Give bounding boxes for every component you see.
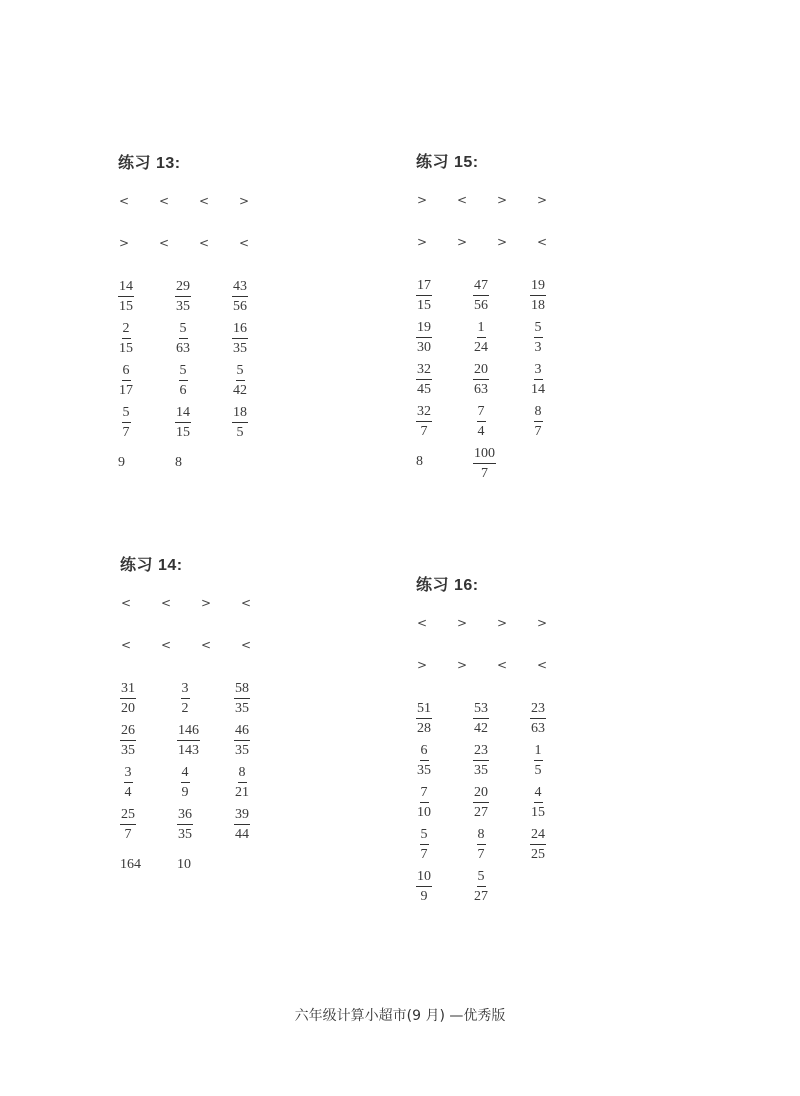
answer-fraction — [530, 742, 546, 779]
fraction-numerator: 5 — [236, 362, 245, 381]
fraction-denominator: 7 — [420, 847, 428, 862]
answer-row — [416, 742, 606, 784]
answer-fraction — [120, 806, 136, 843]
comparison-symbol: > — [497, 193, 508, 207]
fraction-denominator: 63 — [531, 721, 545, 736]
comparison-symbol: < — [239, 236, 250, 250]
answer-cell — [416, 319, 473, 356]
fraction-numerator: 4 — [534, 784, 543, 803]
fraction-denominator: 30 — [417, 340, 431, 355]
answer-cell — [234, 764, 291, 801]
answer-fraction — [473, 277, 489, 314]
answer-cell — [530, 784, 587, 821]
answer-fraction — [416, 826, 432, 863]
answer-cell — [416, 445, 473, 470]
answer-cell — [416, 277, 473, 314]
answer-fraction — [416, 784, 432, 821]
answer-row — [416, 826, 606, 868]
answer-cell — [416, 742, 473, 779]
fraction-numerator: 6 — [420, 742, 429, 761]
answer-cell — [530, 700, 587, 737]
comparison-symbol: > — [537, 616, 548, 630]
comparison-symbol: > — [119, 236, 130, 250]
fraction-denominator: 9 — [181, 785, 189, 800]
fraction-numerator: 8 — [534, 403, 543, 422]
answer-fraction — [473, 742, 489, 779]
fraction-numerator: 3 — [124, 764, 133, 783]
fraction-numerator: 146 — [177, 722, 200, 741]
exercise-13 — [118, 150, 308, 488]
answer-cell — [530, 277, 587, 314]
fraction-denominator: 35 — [474, 763, 488, 778]
fraction-numerator: 23 — [530, 700, 546, 719]
comparison-symbol: > — [497, 616, 508, 630]
answer-cell — [416, 868, 473, 905]
answer-cell — [175, 362, 232, 399]
comparison-symbol: > — [457, 658, 468, 672]
fraction-numerator: 14 — [175, 404, 191, 423]
comparison-row — [118, 236, 308, 278]
answer-fraction — [232, 320, 248, 357]
answer-row — [120, 722, 310, 764]
fraction-numerator: 14 — [118, 278, 134, 297]
answer-fraction — [473, 361, 489, 398]
fraction-denominator: 7 — [477, 847, 485, 862]
answer-fraction — [416, 403, 432, 440]
fraction-numerator: 20 — [473, 361, 489, 380]
answer-fraction — [530, 277, 546, 314]
answer-fraction — [473, 868, 489, 905]
fraction-numerator: 26 — [120, 722, 136, 741]
fraction-numerator: 3 — [534, 361, 543, 380]
fraction-numerator: 39 — [234, 806, 250, 825]
fraction-numerator: 5 — [477, 868, 486, 887]
fraction-denominator: 18 — [531, 298, 545, 313]
answer-fraction — [120, 680, 136, 717]
fraction-denominator: 10 — [417, 805, 431, 820]
comparison-row — [416, 235, 606, 277]
answer-fraction — [416, 868, 432, 905]
fraction-numerator: 19 — [416, 319, 432, 338]
fraction-denominator: 35 — [178, 827, 192, 842]
answer-cell — [118, 362, 175, 399]
fraction-numerator: 29 — [175, 278, 191, 297]
answer-row — [416, 868, 606, 910]
comparison-symbol: > — [417, 658, 428, 672]
fraction-denominator: 45 — [417, 382, 431, 397]
comparison-symbol: > — [537, 193, 548, 207]
answer-cell — [416, 700, 473, 737]
exercise-16 — [416, 572, 606, 910]
answer-row — [416, 445, 606, 487]
fraction-numerator: 1 — [477, 319, 486, 338]
fraction-denominator: 25 — [531, 847, 545, 862]
fraction-numerator: 25 — [120, 806, 136, 825]
fraction-denominator: 15 — [119, 299, 133, 314]
answer-row — [416, 361, 606, 403]
exercise-title: 练习 14: — [120, 557, 183, 574]
answer-row — [120, 806, 310, 848]
fraction-numerator: 5 — [179, 362, 188, 381]
answer-integer: 164 — [120, 857, 141, 872]
fraction-denominator: 63 — [176, 341, 190, 356]
answer-row — [416, 700, 606, 742]
fraction-denominator: 5 — [534, 763, 542, 778]
answer-cell — [120, 764, 177, 801]
answer-fraction — [416, 319, 432, 356]
exercise-title: 练习 16: — [416, 577, 479, 594]
fraction-denominator: 15 — [531, 805, 545, 820]
fraction-numerator: 7 — [477, 403, 486, 422]
fraction-denominator: 7 — [124, 827, 132, 842]
comparison-symbol: > — [239, 194, 250, 208]
fraction-denominator: 35 — [233, 341, 247, 356]
answer-fraction — [530, 319, 546, 356]
answer-fraction — [118, 404, 134, 441]
fraction-numerator: 58 — [234, 680, 250, 699]
answer-integer: 8 — [175, 455, 182, 470]
answer-fraction — [234, 806, 250, 843]
comparison-symbol: > — [457, 235, 468, 249]
fraction-numerator: 51 — [416, 700, 432, 719]
fraction-denominator: 5 — [236, 425, 244, 440]
answer-row — [118, 404, 308, 446]
fraction-numerator: 23 — [473, 742, 489, 761]
fraction-numerator: 8 — [238, 764, 247, 783]
answer-cell — [118, 278, 175, 315]
answer-fraction — [232, 278, 248, 315]
answer-row — [120, 848, 310, 890]
answer-cell — [175, 320, 232, 357]
comparison-symbol: > — [417, 193, 428, 207]
fraction-numerator: 3 — [181, 680, 190, 699]
fraction-numerator: 6 — [122, 362, 131, 381]
comparison-symbol: < — [159, 236, 170, 250]
exercise-14 — [120, 552, 310, 890]
comparison-row — [120, 596, 310, 638]
answer-fraction — [416, 700, 432, 737]
answer-fraction — [530, 361, 546, 398]
fraction-numerator: 2 — [122, 320, 131, 339]
answer-fraction — [177, 764, 193, 801]
fraction-denominator: 7 — [534, 424, 542, 439]
answer-row — [416, 319, 606, 361]
answer-fraction — [175, 404, 191, 441]
fraction-numerator: 5 — [534, 319, 543, 338]
fraction-denominator: 15 — [417, 298, 431, 313]
fraction-numerator: 20 — [473, 784, 489, 803]
answer-row — [120, 680, 310, 722]
answer-row — [118, 278, 308, 320]
comparison-symbol: > — [497, 235, 508, 249]
fraction-denominator: 27 — [474, 889, 488, 904]
fraction-denominator: 35 — [235, 701, 249, 716]
answer-fraction — [473, 319, 489, 356]
fraction-denominator: 42 — [474, 721, 488, 736]
fraction-numerator: 5 — [420, 826, 429, 845]
fraction-denominator: 35 — [121, 743, 135, 758]
answer-fraction — [473, 403, 489, 440]
fraction-denominator: 56 — [233, 299, 247, 314]
fraction-denominator: 24 — [474, 340, 488, 355]
comparison-symbol: < — [537, 658, 548, 672]
fraction-numerator: 10 — [416, 868, 432, 887]
comparison-symbol: < — [161, 638, 172, 652]
answer-cell — [175, 446, 232, 471]
fraction-denominator: 28 — [417, 721, 431, 736]
answer-cell — [232, 278, 289, 315]
answer-fraction — [473, 826, 489, 863]
page-footer: 六年级计算小超市(9 月) —优秀版 — [294, 1008, 506, 1024]
comparison-symbol: < — [199, 194, 210, 208]
answer-fraction — [416, 742, 432, 779]
answer-fraction — [175, 362, 191, 399]
answer-cell — [177, 680, 234, 717]
comparison-symbol: < — [241, 638, 252, 652]
answer-fraction — [530, 700, 546, 737]
answer-cell — [175, 404, 232, 441]
comparison-symbol: > — [201, 596, 212, 610]
answer-cell — [416, 784, 473, 821]
exercise-title: 练习 15: — [416, 154, 479, 171]
answer-fraction — [175, 320, 191, 357]
fraction-denominator: 44 — [235, 827, 249, 842]
answer-cell — [530, 403, 587, 440]
answer-cell — [473, 742, 530, 779]
answer-cell — [234, 680, 291, 717]
answer-cell — [473, 868, 530, 905]
answer-cell — [530, 319, 587, 356]
comparison-symbol: < — [497, 658, 508, 672]
fraction-denominator: 27 — [474, 805, 488, 820]
fraction-numerator: 31 — [120, 680, 136, 699]
comparison-symbol: < — [121, 638, 132, 652]
answer-fraction — [118, 362, 134, 399]
comparison-row — [416, 193, 606, 235]
fraction-denominator: 35 — [176, 299, 190, 314]
answer-cell — [530, 742, 587, 779]
fraction-denominator: 7 — [122, 425, 130, 440]
answer-fraction — [530, 403, 546, 440]
answer-cell — [177, 806, 234, 843]
answer-cell — [232, 362, 289, 399]
fraction-numerator: 4 — [181, 764, 190, 783]
fraction-denominator: 3 — [534, 340, 542, 355]
comparison-symbol: > — [417, 235, 428, 249]
fraction-numerator: 100 — [473, 445, 496, 464]
answer-fraction — [530, 826, 546, 863]
fraction-denominator: 15 — [176, 425, 190, 440]
answer-fraction — [416, 361, 432, 398]
comparison-symbol: < — [161, 596, 172, 610]
comparison-symbol: < — [537, 235, 548, 249]
fraction-numerator: 46 — [234, 722, 250, 741]
fraction-denominator: 35 — [417, 763, 431, 778]
fraction-denominator: 20 — [121, 701, 135, 716]
fraction-denominator: 14 — [531, 382, 545, 397]
answer-cell — [118, 446, 175, 471]
fraction-numerator: 36 — [177, 806, 193, 825]
fraction-numerator: 24 — [530, 826, 546, 845]
fraction-denominator: 7 — [481, 466, 488, 481]
fraction-denominator: 15 — [119, 341, 133, 356]
answer-fraction — [530, 784, 546, 821]
fraction-denominator: 6 — [179, 383, 187, 398]
answer-row — [118, 320, 308, 362]
fraction-numerator: 18 — [232, 404, 248, 423]
answer-cell — [530, 361, 587, 398]
fraction-denominator: 7 — [420, 424, 428, 439]
fraction-denominator: 21 — [235, 785, 249, 800]
exercise-title: 练习 13: — [118, 155, 181, 172]
fraction-numerator: 16 — [232, 320, 248, 339]
answer-cell — [416, 826, 473, 863]
answer-cell — [232, 320, 289, 357]
answer-fraction — [177, 806, 193, 843]
answer-cell — [118, 320, 175, 357]
comparison-symbol: < — [159, 194, 170, 208]
fraction-denominator: 2 — [181, 701, 189, 716]
answer-fraction — [234, 722, 250, 759]
comparison-row — [120, 638, 310, 680]
answer-fraction — [473, 445, 496, 482]
answer-row — [416, 784, 606, 826]
answer-cell — [530, 826, 587, 863]
fraction-numerator: 8 — [477, 826, 486, 845]
fraction-denominator: 4 — [124, 785, 132, 800]
answer-cell — [473, 277, 530, 314]
answer-fraction — [177, 722, 200, 759]
answer-fraction — [175, 278, 191, 315]
answer-cell — [234, 806, 291, 843]
fraction-denominator: 35 — [235, 743, 249, 758]
answer-fraction — [234, 680, 250, 717]
comparison-symbol: < — [199, 236, 210, 250]
answer-fraction — [234, 764, 250, 801]
answer-fraction — [473, 700, 489, 737]
answer-cell — [473, 445, 530, 482]
fraction-denominator: 143 — [178, 743, 199, 758]
exercise-15 — [416, 149, 606, 487]
fraction-numerator: 32 — [416, 403, 432, 422]
answer-row — [120, 764, 310, 806]
answer-cell — [120, 806, 177, 843]
answer-cell — [473, 319, 530, 356]
answer-fraction — [120, 764, 136, 801]
comparison-symbol: < — [417, 616, 428, 630]
answer-cell — [232, 404, 289, 441]
answer-fraction — [118, 320, 134, 357]
comparison-row — [416, 658, 606, 700]
answer-fraction — [473, 784, 489, 821]
fraction-numerator: 53 — [473, 700, 489, 719]
fraction-numerator: 5 — [122, 404, 131, 423]
answer-cell — [175, 278, 232, 315]
answer-cell — [177, 764, 234, 801]
answer-row — [416, 277, 606, 319]
answer-cell — [473, 403, 530, 440]
fraction-numerator: 1 — [534, 742, 543, 761]
comparison-symbol: < — [457, 193, 468, 207]
comparison-symbol: > — [457, 616, 468, 630]
fraction-denominator: 63 — [474, 382, 488, 397]
comparison-row — [118, 194, 308, 236]
comparison-symbol: < — [201, 638, 212, 652]
fraction-numerator: 7 — [420, 784, 429, 803]
answer-cell — [120, 680, 177, 717]
answer-fraction — [232, 362, 248, 399]
answer-row — [416, 403, 606, 445]
answer-cell — [177, 848, 234, 873]
answer-cell — [473, 700, 530, 737]
answer-cell — [234, 722, 291, 759]
answer-integer: 8 — [416, 454, 423, 469]
comparison-symbol: < — [241, 596, 252, 610]
answer-cell — [473, 826, 530, 863]
fraction-denominator: 9 — [420, 889, 428, 904]
answer-row — [118, 362, 308, 404]
answer-fraction — [118, 278, 134, 315]
comparison-symbol: < — [119, 194, 130, 208]
comparison-row — [416, 616, 606, 658]
fraction-numerator: 43 — [232, 278, 248, 297]
fraction-numerator: 5 — [179, 320, 188, 339]
answer-fraction — [120, 722, 136, 759]
answer-cell — [120, 848, 177, 873]
answer-fraction — [177, 680, 193, 717]
fraction-numerator: 47 — [473, 277, 489, 296]
fraction-denominator: 42 — [233, 383, 247, 398]
answer-integer: 10 — [177, 857, 191, 872]
fraction-denominator: 17 — [119, 383, 133, 398]
fraction-numerator: 32 — [416, 361, 432, 380]
answer-cell — [177, 722, 234, 759]
answer-cell — [118, 404, 175, 441]
answer-fraction — [232, 404, 248, 441]
comparison-symbol: < — [121, 596, 132, 610]
answer-cell — [473, 361, 530, 398]
answer-row — [118, 446, 308, 488]
fraction-denominator: 56 — [474, 298, 488, 313]
answer-cell — [120, 722, 177, 759]
answer-cell — [473, 784, 530, 821]
fraction-numerator: 17 — [416, 277, 432, 296]
answer-cell — [416, 403, 473, 440]
answer-cell — [416, 361, 473, 398]
answer-fraction — [416, 277, 432, 314]
fraction-denominator: 4 — [477, 424, 485, 439]
fraction-numerator: 19 — [530, 277, 546, 296]
answer-integer: 9 — [118, 455, 125, 470]
